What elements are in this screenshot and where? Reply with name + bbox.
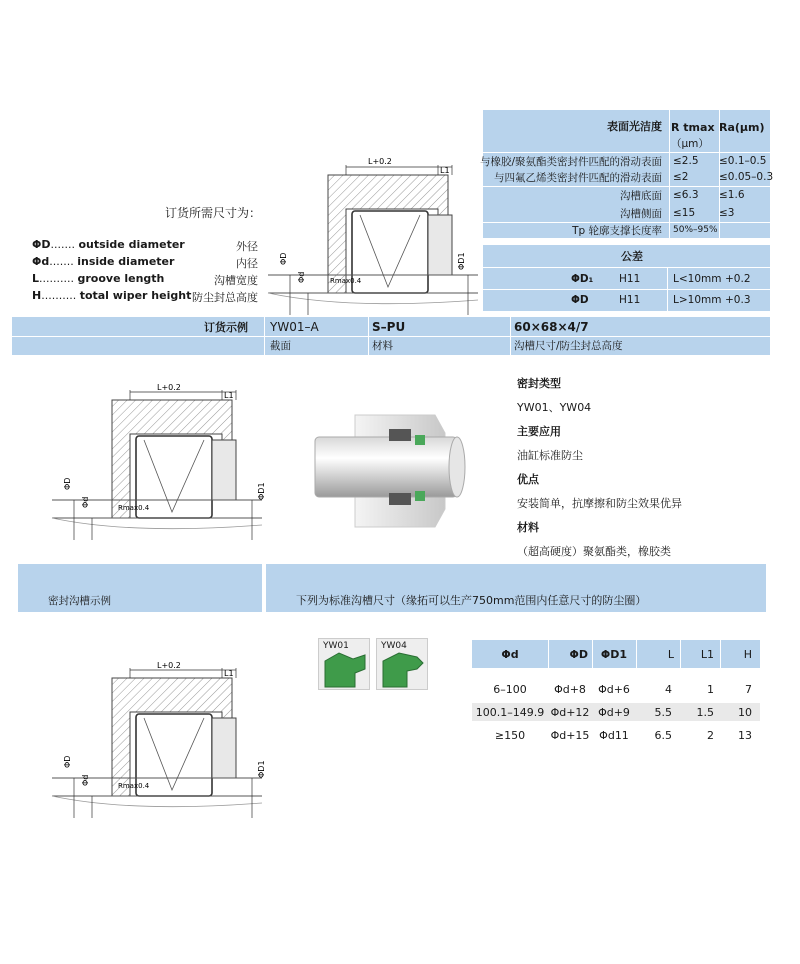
advantages-heading: 优点 (517, 473, 539, 486)
diagram-label-l: L+0.2 (368, 157, 392, 166)
tolerance-title: 公差 (621, 250, 643, 263)
surface-row-rt: 50%–95% (673, 225, 718, 235)
order-dims-title: 订货所需尺寸为： (165, 206, 262, 220)
surface-row-ra: ≤0.05–0.3 (719, 171, 774, 183)
diagram-label-od1: ΦD1 (257, 760, 266, 778)
tolerance-range: L<10mm (673, 273, 722, 285)
surface-row-label: 与橡胶/聚氨酯类密封件匹配的滑动表面 (479, 155, 662, 168)
diagram-label-od: ΦD (279, 252, 288, 265)
profile-label: YW04 (381, 641, 407, 651)
tolerance-sym: ΦD (571, 294, 589, 306)
diagram-label-rmax: Rmax0.4 (118, 782, 150, 790)
advantages-value: 安装简单，抗摩擦和防尘效果优异 (517, 497, 682, 510)
diagram-label-id: Φd (297, 271, 306, 283)
tolerance-sym: ΦD₁ (571, 273, 594, 285)
dims-header: H (743, 647, 752, 661)
application-heading: 主要应用 (517, 425, 561, 438)
diagram-label-od1: ΦD1 (257, 482, 266, 500)
dim-row-od: ΦD....... outside diameter 外径 (32, 238, 258, 253)
dims-header: ΦD (569, 647, 588, 661)
surface-row-label: 沟槽底面 (620, 189, 662, 202)
groove-bar-right (266, 564, 766, 612)
order-example-label: 订货示例 (204, 321, 248, 334)
surface-row-ra: ≤1.6 (719, 189, 745, 201)
surface-row-rt: ≤6.3 (673, 189, 699, 201)
material-heading: 材料 (517, 521, 539, 534)
application-value: 油缸标准防尘 (517, 449, 583, 462)
surface-row-rt: ≤2.5 (673, 155, 699, 167)
surface-header-ra: Ra(μm) (719, 120, 765, 134)
tolerance-grade: H11 (619, 273, 641, 285)
surface-row-ra (719, 223, 774, 237)
tolerance-table (483, 245, 770, 311)
seal-type-heading: 密封类型 (517, 377, 561, 390)
surface-header-finish: 表面光洁度 (607, 120, 662, 133)
profile-yw01 (318, 638, 370, 690)
seal-rod-illustration (315, 405, 475, 535)
profile-label: YW01 (323, 641, 349, 651)
surface-row-ra: ≤0.1–0.5 (719, 155, 767, 167)
diagram-label-id: Φd (81, 496, 90, 508)
seal-type-value: YW01、YW04 (517, 401, 592, 414)
surface-row-label: 沟槽侧面 (620, 207, 662, 220)
groove-diagram-1 (268, 157, 483, 325)
tolerance-value: +0.3 (725, 294, 751, 306)
order-example-material: S–PU (372, 320, 406, 334)
dims-header: Φd (501, 647, 519, 661)
order-example-size-caption: 沟槽尺寸/防尘封总高度 (514, 340, 623, 352)
surface-header-rtmax: R tmax (671, 120, 715, 134)
tolerance-grade: H11 (619, 294, 641, 306)
tolerance-range: L>10mm (673, 294, 722, 306)
order-example-size: 60×68×4/7 (514, 320, 589, 334)
dims-header: L1 (700, 647, 714, 661)
diagram-label-l1: L1 (224, 669, 234, 678)
diagram-label-l: L+0.2 (157, 383, 181, 392)
surface-row-label: Tp 轮廓支撑长度率 (572, 224, 662, 237)
diagram-label-od: ΦD (63, 477, 72, 490)
groove-example-label: 密封沟槽示例 (48, 594, 111, 607)
order-example-band (12, 317, 770, 355)
order-example-section: YW01–A (270, 320, 319, 334)
diagram-label-rmax: Rmax0.4 (118, 504, 150, 512)
surface-row-ra: ≤3 (719, 207, 735, 219)
order-example-section-caption: 截面 (270, 340, 291, 352)
diagram-label-id: Φd (81, 774, 90, 786)
dim-row-l: L.......... groove length 沟槽宽度 (32, 272, 258, 287)
diagram-label-l1: L1 (224, 391, 234, 400)
diagram-label-od1: ΦD1 (457, 252, 466, 270)
dims-header: L (667, 647, 674, 661)
diagram-label-rmax: Rmax0.4 (330, 277, 362, 285)
diagram-label-l1: L1 (440, 166, 450, 175)
dim-row-h: H.......... total wiper height 防尘封总高度 (32, 289, 258, 304)
surface-row-rt: ≤2 (673, 171, 689, 183)
info-block (517, 372, 777, 564)
dim-row-id: Φd....... inside diameter 内径 (32, 255, 258, 270)
groove-diagram-2 (52, 383, 267, 550)
groove-standard-note: 下列为标准沟槽尺寸（缘拓可以生产750mm范围内任意尺寸的防尘圈） (296, 594, 647, 607)
order-dims-list (32, 238, 258, 306)
groove-diagram-3 (52, 661, 267, 828)
surface-row-rt: ≤15 (673, 207, 696, 219)
surface-row-label: 与四氟乙烯类密封件匹配的滑动表面 (494, 171, 662, 184)
profile-yw04 (376, 638, 428, 690)
diagram-label-l: L+0.2 (157, 661, 181, 670)
tolerance-value: +0.2 (725, 273, 751, 285)
diagram-label-od: ΦD (63, 755, 72, 768)
groove-bar-left (18, 564, 262, 612)
surface-table (479, 110, 774, 238)
order-example-material-caption: 材料 (372, 340, 393, 352)
surface-header-unit: （μm） (671, 137, 709, 150)
dims-table: Φd ΦD ΦD1 L L1 H 6–100 Φd+8 Φd+6 4 1 7 100.1–149.9 Φd+12 Φd+9 5.5 1.5 10 ≥150 Φd+15 Φd11 6.5 2 13 (472, 640, 760, 750)
dims-header: ΦD1 (600, 647, 628, 661)
material-value: （超高硬度）聚氨酯类，橡胶类 (517, 545, 671, 558)
